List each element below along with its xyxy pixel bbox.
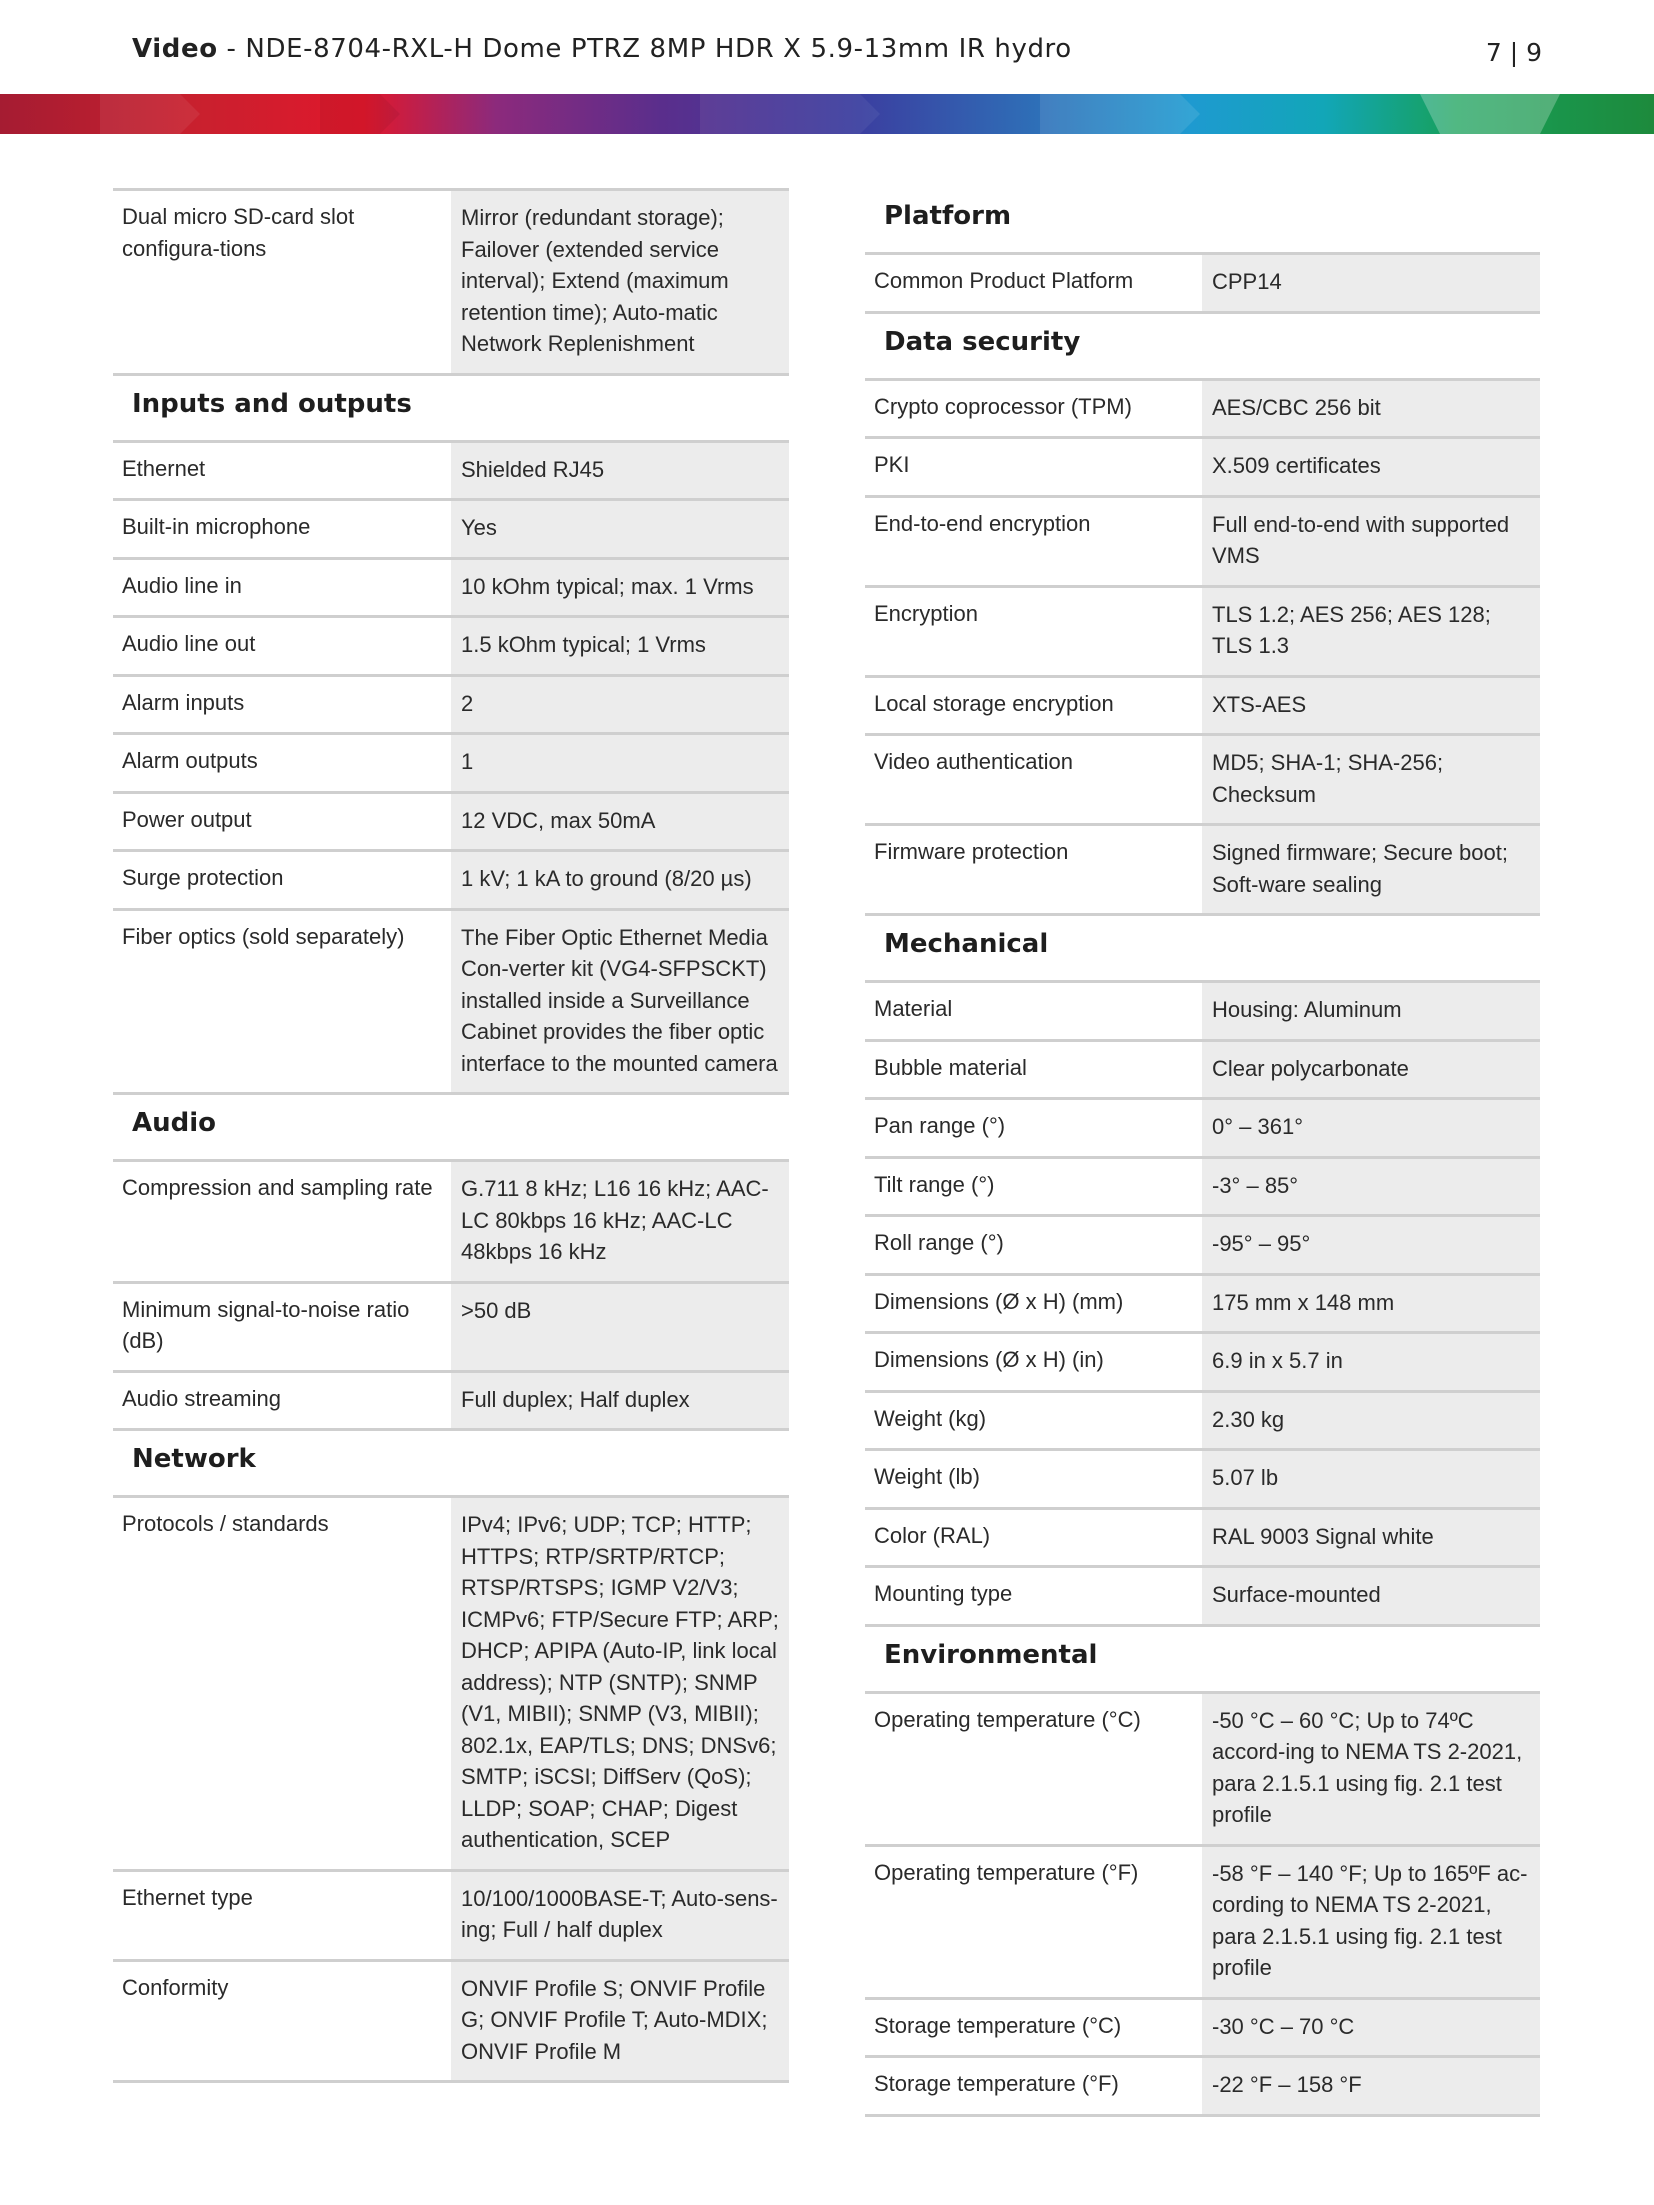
spec-row: [113, 677, 789, 736]
brand-color-band: [0, 94, 1654, 134]
spec-value: -58 °F – 140 °F; Up to 165ºF ac-cording to NEMA TS 2-2021, para 2.1.5.1 using fig. 2.1 test profile: [1202, 1847, 1540, 1997]
spec-row: [113, 1498, 789, 1872]
spec-row: [865, 439, 1540, 498]
spec-label: Local storage encryption: [874, 690, 1114, 716]
section-title-inputs-outputs: Inputs and outputs: [113, 376, 789, 443]
spec-row: [113, 911, 789, 1096]
data-security-table: [865, 381, 1540, 917]
spec-label: Minimum signal-to-noise ratio (dB): [122, 1296, 410, 1353]
spec-value: 1 kV; 1 kA to ground (8/20 µs): [451, 852, 789, 908]
spec-label: Compression and sampling rate: [122, 1175, 433, 1200]
spec-row: [113, 735, 789, 794]
spec-value: 10 kOhm typical; max. 1 Vrms: [451, 560, 789, 616]
spec-label: Fiber optics (sold separately): [122, 923, 405, 949]
spec-value: AES/CBC 256 bit: [1202, 381, 1540, 437]
spec-label: End-to-end encryption: [874, 510, 1091, 536]
spec-value: G.711 8 kHz; L16 16 kHz; AAC-LC 80kbps 16 kHz; AAC-LC 48kbps 16 kHz: [451, 1162, 789, 1281]
spec-value: ONVIF Profile S; ONVIF Profile G; ONVIF Profile T; Auto-MDIX; ONVIF Profile M: [451, 1962, 789, 2081]
spec-value: 1: [451, 735, 789, 791]
section-title-data-security: Data security: [865, 314, 1540, 381]
spec-row: [865, 498, 1540, 588]
spec-value: Clear polycarbonate: [1202, 1042, 1540, 1098]
spec-row: [865, 1451, 1540, 1510]
spec-value: 2.30 kg: [1202, 1393, 1540, 1449]
spec-value: 1.5 kOhm typical; 1 Vrms: [451, 618, 789, 674]
section-title-environmental: Environmental: [865, 1627, 1540, 1694]
spec-label: Conformity: [122, 1974, 229, 2000]
network-table: [113, 1498, 789, 2083]
spec-value: Full end-to-end with supported VMS: [1202, 498, 1540, 585]
spec-value: Signed firmware; Secure boot; Soft-ware sealing: [1202, 826, 1540, 913]
spec-label: Roll range (°): [874, 1230, 1004, 1255]
audio-table: [113, 1162, 789, 1431]
spec-value: Housing: Aluminum: [1202, 983, 1540, 1039]
spec-label: Video authentication: [874, 749, 1073, 774]
spec-row: [865, 1276, 1540, 1335]
spec-row: [113, 618, 789, 677]
spec-row: [865, 255, 1540, 314]
spec-row: [113, 1872, 789, 1962]
mechanical-table: [865, 983, 1540, 1627]
spec-label: PKI: [874, 452, 910, 477]
inputs-outputs-table: [113, 443, 789, 1096]
spec-label: Firmware protection: [874, 839, 1069, 864]
spec-row: [865, 678, 1540, 737]
spec-row: [113, 501, 789, 560]
spec-label: Bubble material: [874, 1054, 1027, 1080]
spec-label: Dual micro SD-card slot configura-tions: [122, 204, 355, 261]
spec-row: [865, 381, 1540, 440]
spec-label: Alarm inputs: [122, 689, 245, 715]
spec-label: Common Product Platform: [874, 268, 1134, 293]
spec-value: The Fiber Optic Ethernet Media Con-verter kit (VG4-SFPSCKT) installed inside a Surveillance Cabinet provides the fiber optic interface to the mounted camera: [451, 911, 789, 1093]
spec-value: 6.9 in x 5.7 in: [1202, 1334, 1540, 1390]
spec-label: Tilt range (°): [874, 1171, 995, 1197]
spec-label: Weight (kg): [874, 1405, 987, 1431]
spec-label: Power output: [122, 806, 252, 832]
spec-row: [865, 2000, 1540, 2059]
document-title: [132, 34, 1072, 64]
section-title-platform: Platform: [865, 188, 1540, 255]
spec-label: Audio line in: [122, 572, 242, 598]
spec-row: [113, 1373, 789, 1432]
spec-value: Shielded RJ45: [451, 443, 789, 499]
spec-label: Pan range (°): [874, 1113, 1006, 1138]
spec-value: -3° – 85°: [1202, 1159, 1540, 1215]
spec-value: -50 °C – 60 °C; Up to 74ºC accord-ing to NEMA TS 2-2021, para 2.1.5.1 using fig. 2.1 test profile: [1202, 1694, 1540, 1844]
spec-row: [113, 1962, 789, 2084]
spec-label: Audio streaming: [122, 1385, 281, 1411]
spec-row: [865, 983, 1540, 1042]
spec-label: Crypto coprocessor (TPM): [874, 393, 1132, 419]
spec-row: [113, 560, 789, 619]
spec-label: Storage temperature (°C): [874, 2012, 1122, 2038]
spec-label: Audio line out: [122, 631, 256, 656]
platform-table: [865, 255, 1540, 314]
spec-label: Color (RAL): [874, 1522, 991, 1548]
spec-row: [865, 2058, 1540, 2117]
spec-value: 2: [451, 677, 789, 733]
spec-label: Ethernet type: [122, 1884, 253, 1910]
spec-value: CPP14: [1202, 255, 1540, 311]
spec-value: -30 °C – 70 °C: [1202, 2000, 1540, 2056]
spec-label: Operating temperature (°F): [874, 1859, 1139, 1885]
spec-value: XTS-AES: [1202, 678, 1540, 734]
spec-value: MD5; SHA-1; SHA-256; Checksum: [1202, 736, 1540, 823]
left-column: [113, 188, 789, 2083]
spec-value: IPv4; IPv6; UDP; TCP; HTTP; HTTPS; RTP/SRTP/RTCP; RTSP/RTSPS; IGMP V2/V3; ICMPv6; FTP/Secure FTP; ARP; DHCP; APIPA (Auto-IP, link local address); NTP (SNTP); SNMP (V1, MIBII); SNMP (V3, MIBII); 802.1x, EAP/TLS; DNS; DNSv6; SMTP; iSCSI; DiffServ (QoS); LLDP; SOAP; CHAP; Digest authentication, SCEP: [451, 1498, 789, 1869]
section-title-audio: Audio: [113, 1095, 789, 1162]
spec-value: Full duplex; Half duplex: [451, 1373, 789, 1429]
spec-row: [865, 1159, 1540, 1218]
spec-label: Material: [874, 996, 953, 1021]
spec-row: [865, 1847, 1540, 2000]
spec-label: Alarm outputs: [122, 748, 258, 773]
spec-row: [865, 1217, 1540, 1276]
spec-value: 175 mm x 148 mm: [1202, 1276, 1540, 1332]
spec-row: [865, 1393, 1540, 1452]
spec-value: Yes: [451, 501, 789, 557]
spec-label: Surge protection: [122, 865, 284, 890]
spec-row: [865, 736, 1540, 826]
spec-value: RAL 9003 Signal white: [1202, 1510, 1540, 1566]
spec-row: [865, 1042, 1540, 1101]
spec-row: [865, 1510, 1540, 1569]
spec-label: Storage temperature (°F): [874, 2071, 1119, 2096]
page-number: 7 | 9: [1485, 38, 1542, 67]
spec-value: 10/100/1000BASE-T; Auto-sens-ing; Full / half duplex: [451, 1872, 789, 1959]
spec-value: -95° – 95°: [1202, 1217, 1540, 1273]
section-title-mechanical: Mechanical: [865, 916, 1540, 983]
spec-label: Built-in microphone: [122, 514, 311, 539]
page-header: [0, 0, 1654, 94]
spec-value: Surface-mounted: [1202, 1568, 1540, 1624]
spec-value: 0° – 361°: [1202, 1100, 1540, 1156]
spec-value: TLS 1.2; AES 256; AES 128; TLS 1.3: [1202, 588, 1540, 675]
spec-row: [865, 1100, 1540, 1159]
spec-value: Mirror (redundant storage); Failover (extended service interval); Extend (maximum retention time); Auto-matic Network Replenishment: [451, 191, 789, 373]
spec-label: Dimensions (Ø x H) (in): [874, 1347, 1104, 1372]
spec-value: 12 VDC, max 50mA: [451, 794, 789, 850]
spec-row: [865, 1334, 1540, 1393]
environmental-table: [865, 1694, 1540, 2117]
spec-row: [113, 1284, 789, 1373]
spec-label: Protocols / standards: [122, 1511, 329, 1536]
spec-label: Mounting type: [874, 1581, 1013, 1606]
storage-table: [113, 188, 789, 376]
spec-label: Ethernet: [122, 455, 206, 481]
spec-value: X.509 certificates: [1202, 439, 1540, 495]
right-column: [865, 188, 1540, 2117]
spec-value: >50 dB: [451, 1284, 789, 1370]
document-category: Video: [132, 34, 218, 64]
spec-label: Operating temperature (°C): [874, 1706, 1141, 1732]
spec-row: [865, 1694, 1540, 1847]
spec-row: [113, 1162, 789, 1284]
spec-row: [865, 826, 1540, 916]
section-title-network: Network: [113, 1431, 789, 1498]
spec-label: Dimensions (Ø x H) (mm): [874, 1288, 1124, 1314]
spec-value: -22 °F – 158 °F: [1202, 2058, 1540, 2114]
product-name: NDE-8704-RXL-H Dome PTRZ 8MP HDR X 5.9-13mm IR hydro: [245, 34, 1072, 64]
spec-label: Weight (lb): [874, 1464, 980, 1489]
spec-row: [113, 443, 789, 502]
spec-row: [113, 852, 789, 911]
spec-label: Encryption: [874, 600, 978, 626]
spec-row: [113, 794, 789, 853]
title-separator: -: [217, 34, 246, 64]
spec-row: [865, 588, 1540, 678]
spec-row: [113, 191, 789, 376]
spec-row: [865, 1568, 1540, 1627]
spec-value: 5.07 lb: [1202, 1451, 1540, 1507]
